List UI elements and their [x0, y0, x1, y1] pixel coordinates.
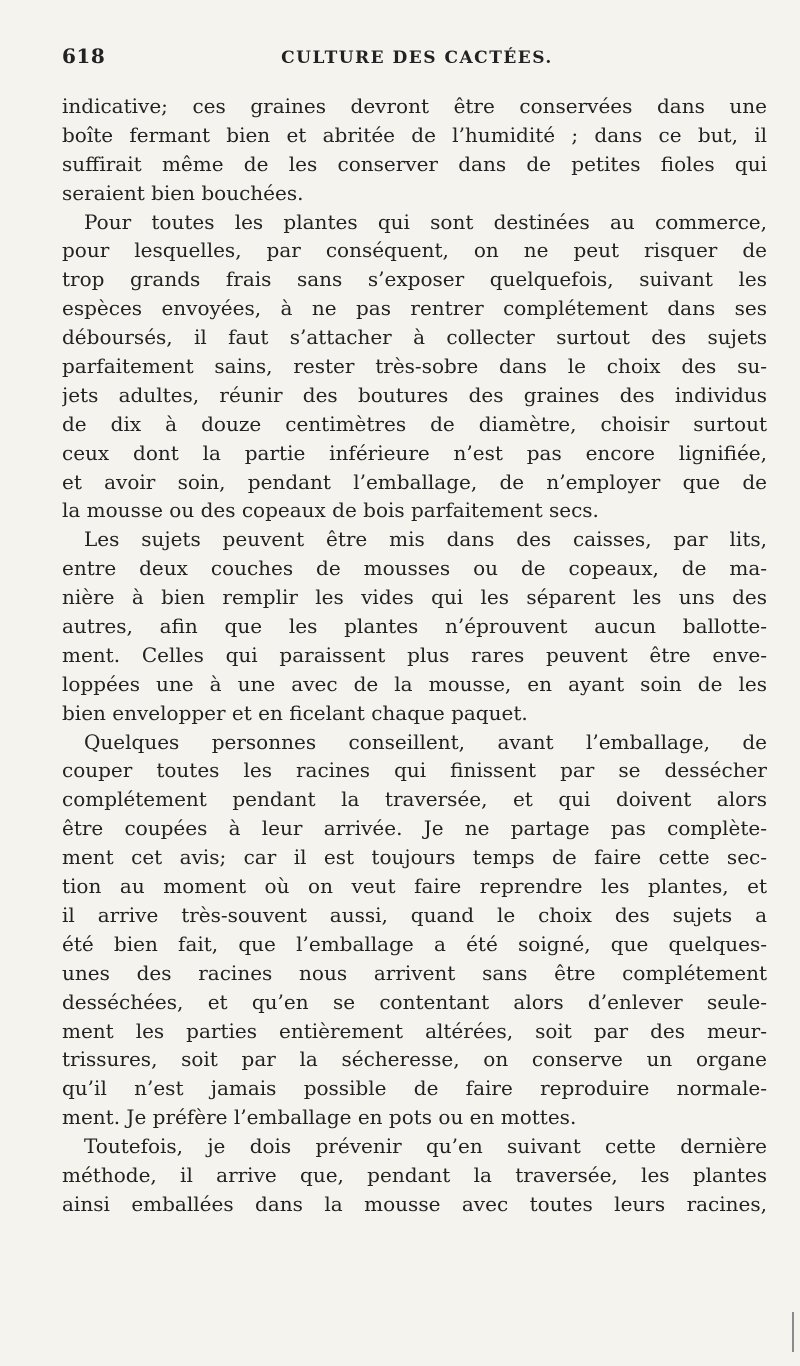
text-line: de dix à douze centimètres de diamètre, choisir surtout — [62, 411, 767, 436]
text-line: être coupées à leur arrivée. Je ne partage pas complète- — [62, 816, 767, 841]
text-line: il arrive très-souvent aussi, quand le choix des sujets a — [62, 902, 767, 927]
text-line: déboursés, il faut s’attacher à collecter surtout des sujets — [62, 325, 767, 350]
text-line: ceux dont la partie inférieure n’est pas encore lignifiée, — [62, 440, 767, 465]
text-line: indicative; ces graines devront être conservées dans une — [62, 94, 767, 118]
text-line: Toutefois, je dois prévenir qu’en suivant cette dernière — [84, 1134, 767, 1159]
text-line: boîte fermant bien et abritée de l’humidité ; dans ce but, il — [62, 122, 767, 147]
text-line: parfaitement sains, rester très-sobre dans le choix des su- — [62, 354, 767, 379]
text-line: pour lesquelles, par conséquent, on ne peut risquer de — [62, 238, 767, 263]
body-text — [62, 92, 767, 1219]
text-line: été bien fait, que l’emballage a été soigné, que quelques- — [62, 931, 767, 956]
text-line: espèces envoyées, à ne pas rentrer complétement dans ses — [62, 296, 767, 321]
text-line: autres, afin que les plantes n’éprouvent aucun ballotte- — [62, 614, 767, 639]
text-line: complétement pendant la traversée, et qui doivent alors — [62, 787, 767, 812]
text-line: couper toutes les racines qui finissent par se dessécher — [62, 758, 767, 783]
text-line: ment. Celles qui paraissent plus rares peuvent être enve- — [62, 642, 767, 667]
text-line: trissures, soit par la sécheresse, on conserve un organe — [62, 1047, 767, 1072]
text-line: unes des racines nous arrivent sans être complétement — [62, 960, 767, 985]
text-line: qu’il n’est jamais possible de faire reproduire normale- — [62, 1076, 767, 1101]
text-line: desséchées, et qu’en se contentant alors d’enlever seule- — [62, 989, 767, 1014]
text-line: loppées une à une avec de la mousse, en ayant soin de les — [62, 671, 767, 696]
text-line: tion au moment où on veut faire reprendre les plantes, et — [62, 874, 767, 899]
text-line: seraient bien bouchées. — [62, 180, 304, 205]
text-line: ment les parties entièrement altérées, soit par des meur- — [62, 1018, 767, 1043]
text-line: Les sujets peuvent être mis dans des caisses, par lits, — [84, 527, 767, 552]
text-line: trop grands frais sans s’exposer quelquefois, suivant les — [62, 267, 767, 292]
text-line: et avoir soin, pendant l’emballage, de n’employer que de — [62, 469, 767, 494]
text-line: ment cet avis; car il est toujours temps de faire cette sec- — [62, 845, 767, 870]
text-line: entre deux couches de mousses ou de copeaux, de ma- — [62, 556, 767, 581]
text-line: ainsi emballées dans la mousse avec toutes leurs racines, — [62, 1191, 767, 1216]
text-line: ment. Je préfère l’emballage en pots ou en mottes. — [62, 1105, 577, 1130]
text-line: bien envelopper et en ficelant chaque paquet. — [62, 700, 528, 725]
text-line: Pour toutes les plantes qui sont destinées au commerce, — [84, 209, 767, 234]
text-line: méthode, il arrive que, pendant la traversée, les plantes — [62, 1162, 767, 1187]
text-line: jets adultes, réunir des boutures des graines des individus — [62, 382, 767, 407]
page-edge-mark — [792, 1312, 794, 1352]
text-line: nière à bien remplir les vides qui les séparent les uns des — [62, 585, 767, 610]
text-line: la mousse ou des copeaux de bois parfaitement secs. — [62, 498, 599, 523]
page-header — [62, 44, 772, 74]
page-number: 618 — [62, 44, 106, 68]
text-line: Quelques personnes conseillent, avant l’emballage, de — [84, 729, 767, 754]
text-line: suffirait même de les conserver dans de petites fioles qui — [62, 151, 767, 176]
running-title: CULTURE DES CACTÉES. — [281, 48, 553, 68]
